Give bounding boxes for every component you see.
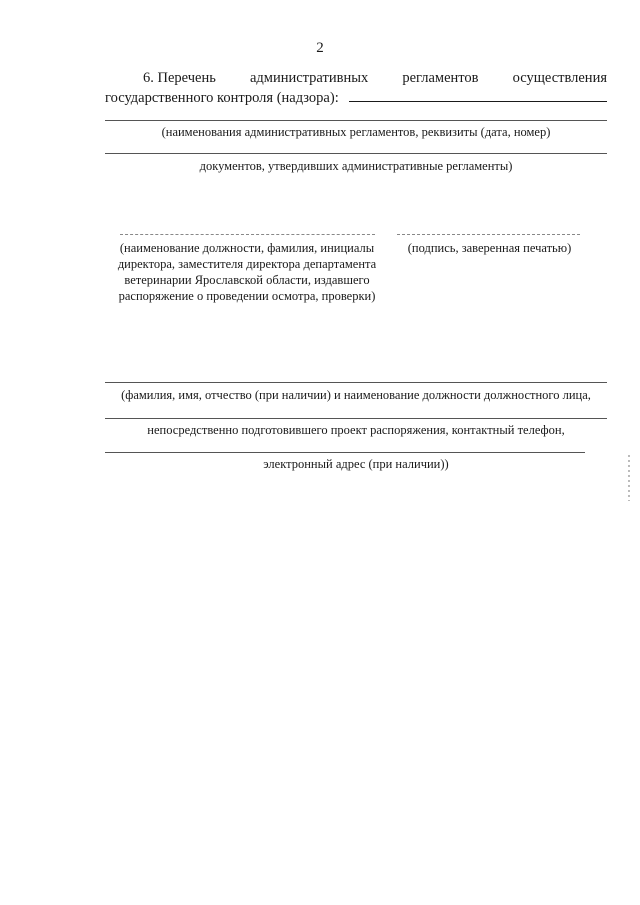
- email-caption: электронный адрес (при наличии)): [263, 457, 449, 471]
- section-heading-line-2: [105, 89, 607, 107]
- section-line-2-text: государственного контроля (надзора):: [105, 90, 339, 106]
- section-heading-line-1: [105, 70, 607, 87]
- signature-blank-line[interactable]: [397, 234, 580, 235]
- page-number: 2: [316, 40, 324, 56]
- section-word-2: административных: [249, 70, 369, 86]
- section-word-4: осуществления: [512, 70, 607, 86]
- documents-blank-line[interactable]: [105, 153, 607, 154]
- scan-edge-mark: [628, 455, 630, 501]
- prepared-by-caption: непосредственно подготовившего проект распоряжения, контактный телефон,: [147, 423, 565, 437]
- regulations-names-caption: (наименования административных регламентов, реквизиты (дата, номер): [161, 125, 551, 139]
- email-blank-line[interactable]: [105, 452, 585, 453]
- signature-caption: (подпись, заверенная печатью): [407, 241, 572, 255]
- official-blank-line[interactable]: [105, 382, 607, 383]
- prepared-by-blank-line[interactable]: [105, 418, 607, 419]
- regulations-blank-line[interactable]: [105, 120, 607, 121]
- section-word-1: 6. Перечень: [143, 70, 216, 86]
- director-blank-line[interactable]: [120, 234, 375, 235]
- section-word-3: регламентов: [402, 70, 479, 86]
- approving-documents-caption: документов, утвердивших административные регламенты): [199, 159, 513, 173]
- director-info-caption: (наименование должности, фамилия, инициалы директора, заместителя директора департамента ветеринарии Ярославской области, издавшего распоряжение о проведении осмотра, проверки): [117, 241, 377, 303]
- answer-blank-line[interactable]: [349, 89, 607, 102]
- official-name-caption: (фамилия, имя, отчество (при наличии) и наименование должности должностного лица,: [121, 388, 591, 402]
